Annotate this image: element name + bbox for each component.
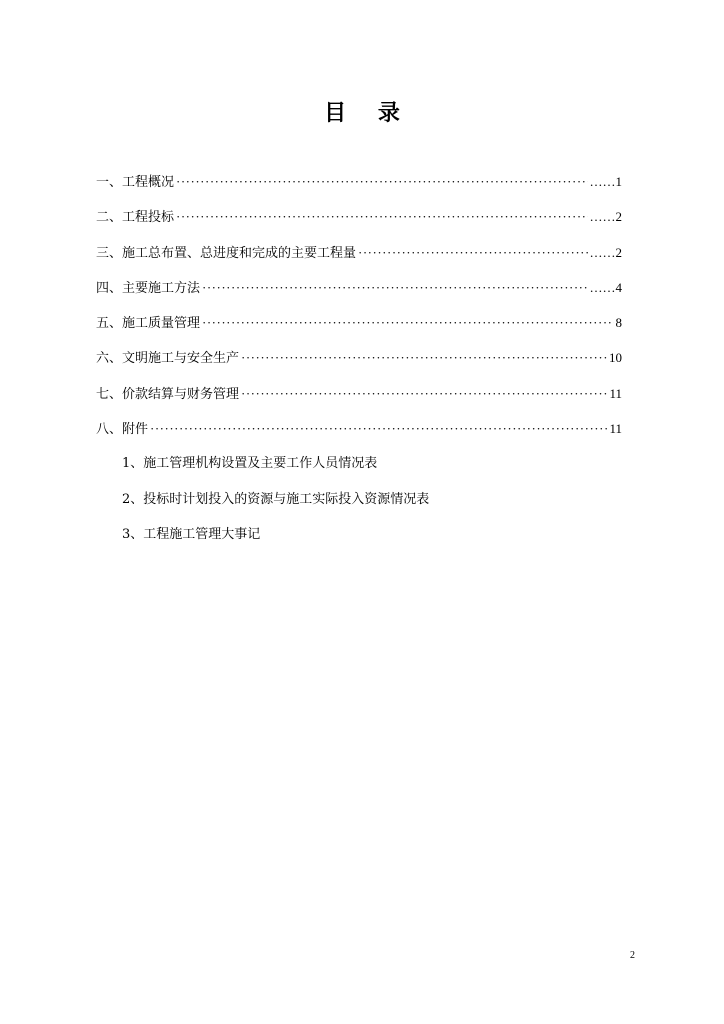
table-of-contents <box>96 172 622 454</box>
toc-entry-label: 四、主要施工方法 <box>96 280 201 296</box>
toc-entry-page: ……2 <box>589 209 622 225</box>
toc-dot-leader <box>241 384 607 404</box>
toc-entry-label: 七、价款结算与财务管理 <box>96 386 240 402</box>
toc-entry-2[interactable] <box>96 207 622 242</box>
appendix-list <box>122 454 602 561</box>
toc-entry-page: ……1 <box>589 174 622 189</box>
toc-dot-leader <box>150 419 607 439</box>
appendix-item-2[interactable]: 2、投标时计划投入的资源与施工实际投入资源情况表 <box>122 491 430 507</box>
toc-entry-page: 8 <box>615 315 622 331</box>
toc-dot-leader <box>358 243 587 263</box>
toc-entry-page: ……4 <box>589 279 622 295</box>
toc-entry-4[interactable] <box>96 278 622 313</box>
toc-entry-label: 三、施工总布置、总进度和完成的主要工程量 <box>96 245 357 261</box>
toc-entry-page: 11 <box>609 385 622 401</box>
toc-dot-leader <box>176 172 587 192</box>
toc-dot-leader <box>202 278 587 298</box>
toc-entry-5[interactable] <box>96 313 622 348</box>
toc-dot-leader <box>176 207 587 227</box>
toc-entry-1[interactable] <box>96 172 622 207</box>
toc-entry-page: ……2 <box>589 244 622 260</box>
toc-entry-page: 11 <box>609 421 622 437</box>
page-number: 2 <box>630 950 635 961</box>
toc-entry-6[interactable] <box>96 348 622 383</box>
toc-entry-label: 二、工程投标 <box>96 210 175 226</box>
toc-entry-7[interactable] <box>96 384 622 419</box>
toc-entry-3[interactable] <box>96 243 622 278</box>
appendix-item-1[interactable]: 1、施工管理机构设置及主要工作人员情况表 <box>122 456 378 471</box>
toc-entry-page: 10 <box>609 350 622 366</box>
toc-dot-leader <box>241 348 607 368</box>
toc-entry-label: 八、附件 <box>96 422 149 438</box>
toc-entry-label: 六、文明施工与安全生产 <box>96 351 240 367</box>
page-title: 目 录 <box>324 101 412 126</box>
toc-entry-label: 五、施工质量管理 <box>96 316 201 332</box>
toc-entry-label: 一、工程概况 <box>96 175 175 190</box>
toc-dot-leader <box>202 313 613 333</box>
appendix-item-3[interactable]: 3、工程施工管理大事记 <box>122 527 261 542</box>
toc-entry-8[interactable] <box>96 419 622 454</box>
